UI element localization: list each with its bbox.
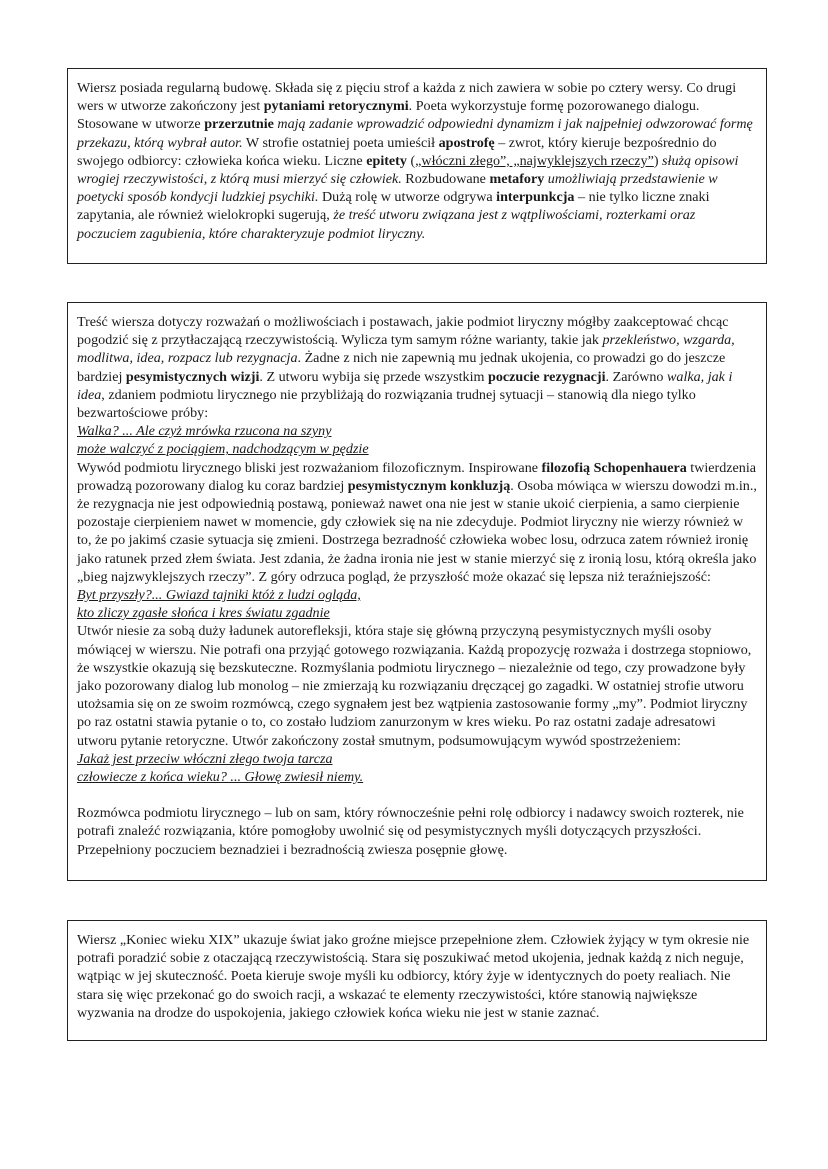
form-paragraph: [77, 79, 757, 243]
italic-run: umożliwiają przedstawienie w poetycki sposób kondycji ludzkiej psychiki.: [77, 171, 718, 206]
analysis-box-summary: [67, 920, 767, 1041]
text-run: . Żadne z nich nie zapewnią mu jednak ukojenia, co prowadzi go do jeszcze bardziej: [77, 350, 726, 385]
text-run: – zwrot, który kieruje bezpośrednio do swojego odbiorcy: człowieka końca wieku. Liczne: [77, 134, 717, 169]
text-run: (: [406, 152, 416, 169]
term-pessimistic-visions: pesymistycznych wizji: [125, 368, 260, 385]
text-run: , zdaniem podmiotu lirycznego nie przybliżają do rozwiązania trudnej sytuacji – stanowią dla niego tylko bezwartościowe próby:: [77, 386, 696, 422]
italic-run: służą opisowi wrogiej rzeczywistości, z którą musi mierzyć się człowiek.: [77, 152, 739, 188]
content-paragraph-3: Utwór niesie za sobą duży ładunek autorefleksji, która staje się główną przyczyną pesymistycznych myśli osoby mówiącej w wierszu. Nie potrafi ona przyjąć gotowego rozwiązania. Każdą propozycję rozważa i dostrzega stopniowo, że wszystkie okazują się bezskuteczne. Rozmyślania podmiotu lirycznego – niezależnie od tego, czy prowadzone były jako pozorowany dialog lub monolog – nie zmierzają ku rozwiązaniu dręczącej go zagadki. W ostatniej strofie utworu utożsamia się on ze swoim rozmówcą, czego sygnałem jest bez wątpienia zastosowanie formy „my”. Podmiot liryczny po raz ostatni stawia pytanie o to, co zostało ludziom zanurzonym w kres wieku. Po raz ostatni zadaje adresatowi utworu pytanie retoryczne. Utwór zakończony został smutnym, podsumowującym wywód spostrzeżeniem:: [77, 623, 752, 749]
text-run: Treść wiersza dotyczy rozważań o możliwościach i postawach, jakie podmiot liryczny mógłby zaakceptować chcąc pogodzić się z przytłaczającą rzeczywistością. Wylicza tym samym różne warianty, takie jak: [77, 314, 729, 349]
analysis-box-form: [67, 68, 767, 264]
term-metafory: metafory: [489, 171, 545, 188]
text-run: Wywód podmiotu lirycznego bliski jest rozważaniom filozoficznym. Inspirowane: [77, 459, 542, 476]
text-run: . Zarówno: [605, 368, 667, 385]
text-run: . Osoba mówiąca w wierszu dowodzi m.in., że rezygnacja nie jest odpowiednią postawą, ponieważ nawet ona nie jest w stanie ukoić cierpienia, a samo cierpienie pozostaje cierpieniem nawet w momencie, gdy człowiek się na nie zdecyduje. Podmiot liryczny nie wierzy również w to, że po jakimś czasie sytuacja się zmieni. Dostrzega bezradność człowieka wobec losu, odrzuca zatem również ironię jako ratunek przed złem świata. Jest zdania, że żadna ironia nie jest w stanie mierzyć się z ironią losu, którą określa jako „bieg najzwyklejszych rzeczy”. Z góry odrzuca pogląd, że przyszłość może okazać się lepsza niż teraźniejszość:: [77, 477, 757, 585]
term-retorical-questions: pytaniami retorycznymi: [263, 98, 409, 115]
summary-paragraph: Wiersz „Koniec wieku XIX” ukazuje świat jako groźne miejsce przepełnione złem. Człowiek żyjący w tym okresie nie potrafi poradzić sobie z otaczającą rzeczywistością. Stara się poszukiwać metod ukojenia, jednak każdą z nich neguje, wątpiąc w jej skuteczność. Poeta kieruje swoje myśli ku odbiorcy, który żyje w identycznych do poety realiach. Nie stara się więc przekonać go do swoich racji, a wskazać te elementy rzeczywistości, które stanowią największe wyzwania na drodze do uspokojenia, jakiego człowiek końca wieku nie jest w stanie zaznać.: [77, 932, 750, 1021]
text-run: Rozbudowane: [401, 171, 490, 188]
quoted-epithets: „włóczni złego”, „najwyklejszych rzeczy”: [415, 152, 654, 169]
poem-quote: człowiecze z końca wieku? ... Głowę zwiesił niemy.: [77, 769, 364, 786]
content-paragraph-4: Rozmówca podmiotu lirycznego – lub on sam, który równocześnie pełni rolę odbiorcy i nadawcy swoich rozterek, nie potrafi znaleźć rozwiązania, które pomogłoby uwolnić się od pesymistycznych myśli dotyczących przyszłości. Przepełniony poczuciem beznadziei i bezradnością zwiesza posępnie głowę.: [77, 805, 744, 858]
term-schopenhauer: filozofią Schopenhauera: [541, 459, 687, 476]
poem-quote: może walczyć z pociągiem, nadchodzącym w pędzie: [77, 441, 369, 458]
analysis-box-content: [67, 302, 767, 881]
term-pessimistic-conclusion: pesymistycznym konkluzją: [347, 477, 511, 494]
text-run: W strofie ostatniej poeta umieścił: [242, 134, 439, 151]
text-run: Dużą rolę w utworze odgrywa: [318, 189, 497, 206]
content-paragraph-1: [77, 313, 757, 422]
poem-quote: Walka? ... Ale czyż mrówka rzucona na szyny: [77, 423, 332, 440]
term-resignation: poczucie rezygnacji: [488, 368, 606, 385]
term-apostrofa: apostrofę: [438, 134, 495, 151]
poem-quote: Jakaż jest przeciw włóczni złego twoja tarcza: [77, 750, 333, 767]
italic-run: walka, jak i idea: [77, 368, 733, 403]
text-run: ): [653, 152, 663, 169]
text-run: twierdzenia prowadzą pozorowany dialog ku coraz bardziej: [77, 459, 757, 494]
content-paragraph-2: [77, 459, 757, 586]
paragraph-gap: [77, 786, 757, 804]
italic-run: że treść utworu związana jest z wątpliwościami, rozterkami oraz poczuciem zagubienia, które charakteryzuje podmiot liryczny.: [77, 207, 696, 242]
term-interpunkcja: interpunkcja: [496, 189, 575, 206]
italic-run: mają zadanie wprowadzić odpowiedni dynamizm i jak najpełniej odwzorować formę przekazu, którą wybrał autor.: [77, 116, 753, 151]
term-epitety: epitety: [366, 152, 407, 169]
text-run: . Poeta wykorzystuje formę pozorowanego dialogu. Stosowane w utworze: [77, 98, 700, 133]
text-run: Wiersz posiada regularną budowę. Składa się z pięciu strof a każda z nich zawiera w sobie po cztery wersy. Co drugi wers w utworze zakończony jest: [77, 80, 737, 115]
poem-quote: Byt przyszły?... Gwiazd tajniki któż z ludzi ogląda,: [77, 587, 361, 604]
text-run: – nie tylko liczne znaki zapytania, ale również wielokropki sugerują,: [77, 189, 710, 224]
term-przerzutnie: przerzutnie: [204, 116, 274, 133]
poem-quote: kto zliczy zgasłe słońca i kres światu zgadnie: [77, 605, 330, 622]
text-run: . Z utworu wybija się przede wszystkim: [259, 368, 488, 385]
italic-run: przekleństwo, wzgarda, modlitwa, idea, rozpacz lub rezygnacja: [77, 332, 735, 367]
